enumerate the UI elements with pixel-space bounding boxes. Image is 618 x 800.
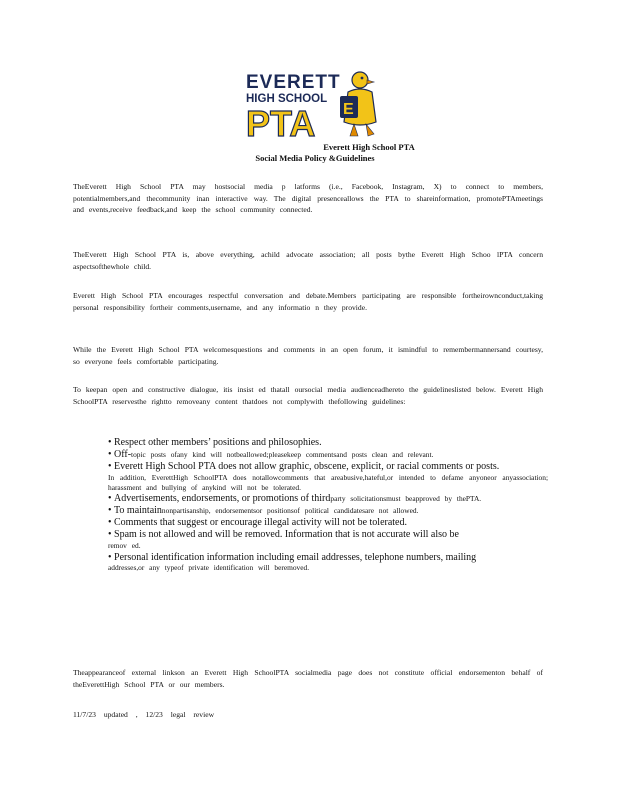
everett-pta-logo <box>244 66 384 142</box>
guideline-detail-text: party solicitationsmust beapproved by thePTA. <box>330 494 482 504</box>
paragraph-guidelines-intro: To keepan open and constructive dialogue, itis insist ed thatall oursocial media audienceadhereto the guidelineslisted below. Everett High SchoolPTA reservesthe rightto removeany content thatdoes not complywith thefollowing guidelines: <box>73 385 543 406</box>
guideline-main-text: • Everett High School PTA does not allow graphic, obscene, explicit, or racial comments or posts. <box>108 461 499 472</box>
list-item <box>108 437 548 449</box>
document-title: Everett High School PTA <box>323 142 415 152</box>
guideline-main-text: • Respect other members’ positions and philosophies. <box>108 437 322 448</box>
paragraph-manners: While the Everett High School PTA welcomesquestions and comments in an open forum, it ismindful to remembermannersand courtesy, so everyone feels comfortable participating. <box>73 345 543 366</box>
guideline-main-text: • To maintain <box>108 505 162 516</box>
document-subtitle: Social Media Policy &Guidelines <box>255 153 375 163</box>
guideline-main-text: • Personal identification information including email addresses, telephone numbers, mailing <box>108 552 476 563</box>
paragraph-intro: TheEverett High School PTA may hostsocial media p latforms (i.e., Facebook, Instagram, X) to connect to members, potentialmembers,and thecommunity inan interactive way. The digital presenceallows the PTA to shareinformation, promotePTAmeetings and events,receive feedback,and keep the school community connected. <box>73 182 543 214</box>
guideline-main-text: • Comments that suggest or encourage illegal activity will not be tolerated. <box>108 517 407 528</box>
list-item <box>108 493 548 505</box>
list-item <box>108 461 548 493</box>
list-item <box>108 552 548 574</box>
guideline-detail-text: nonpartisanship, endorsementsor positionsof political candidatesare not allowed. <box>161 506 419 516</box>
list-item <box>108 505 548 517</box>
paragraph-child-advocate: TheEverett High School PTA is, above everything, achild advocate association; all posts bythe Everett High Schoo lPTA concern aspectsofthewhole child. <box>73 250 543 271</box>
guideline-detail-text: remov ed. <box>108 540 141 550</box>
svg-text:EVERETT: EVERETT <box>246 72 341 93</box>
guideline-detail-text: topic posts ofany kind will notbeallowed;pleasekeep commentsand posts clean and relevant. <box>131 450 434 459</box>
list-item <box>108 517 548 529</box>
guideline-detail-text: addresses,or any typeof private identification will beremoved. <box>108 563 310 573</box>
svg-text:E: E <box>343 101 354 118</box>
guideline-main-text: • Off- <box>108 449 131 460</box>
list-item <box>108 449 548 461</box>
revision-footer: 11/7/23 updated , 12/23 legal review <box>73 710 215 719</box>
guideline-detail-text: In addition, EverettHigh SchoolPTA does notallowcomments that areabusive,hateful,or intended to defame anyoneor anyassociation; harassment and bullying of anykind will not be tolerated. <box>108 472 548 492</box>
svg-text:HIGH SCHOOL: HIGH SCHOOL <box>246 93 328 105</box>
svg-text:PTA: PTA <box>246 103 316 142</box>
guidelines-list <box>108 437 548 574</box>
list-item <box>108 529 548 551</box>
paragraph-external-links: Theappearanceof external linkson an Everett High SchoolPTA socialmedia page does not constitute official endorsementon behalf of theEverettHigh School PTA or our members. <box>73 668 543 689</box>
guideline-main-text: • Advertisements, endorsements, or promotions of third <box>108 493 330 504</box>
guideline-main-text: • Spam is not allowed and will be removed. Information that is not accurate will also be <box>108 529 459 540</box>
paragraph-respectful-conversation: Everett High School PTA encourages respectful conversation and debate.Members participating are responsible fortheirownconduct,taking personal responsibility fortheir comments,username, and any informatio n they provide. <box>73 291 543 312</box>
